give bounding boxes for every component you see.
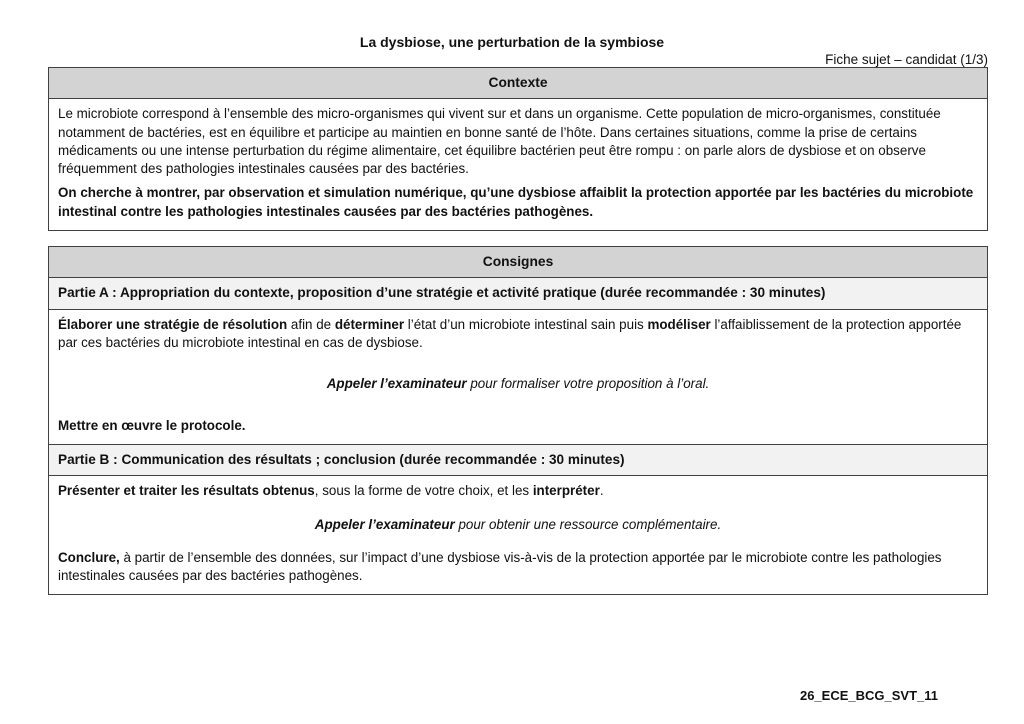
page-subtitle: Fiche sujet – candidat (1/3) [825,52,988,67]
document-reference: 26_ECE_BCG_SVT_11 [799,688,938,703]
contexte-body [49,98,987,230]
partie-b-title: Partie B : Communication des résultats ; conclusion (durée recommandée : 30 minutes) [49,444,987,475]
contexte-section [48,67,988,231]
contexte-paragraph-objective: On cherche à montrer, par observation et simulation numérique, qu’une dysbiose affaiblit la protection apportée par les bactéries du microbiote intestinal contre les pathologies intestinales causées par des bactéries pathogènes. [58,185,974,219]
partie-a-strategy-text: Élaborer une stratégie de résolution afin de déterminer l’état d’un microbiote intestinal sain puis modéliser l’affaiblissement de la protection apportée par ces bactéries du microbiote intestinal en cas de dysbiose. [58,316,962,350]
partie-a-title: Partie A : Appropriation du contexte, proposition d’une stratégie et activité pratique (durée recommandée : 30 minutes) [49,277,987,308]
partie-b-present-text: Présenter et traiter les résultats obtenus, sous la forme de votre choix, et les interpréter. [58,483,604,499]
contexte-paragraph-intro: Le microbiote correspond à l’ensemble des micro-organismes qui vivent sur et dans un organisme. Cette population de micro-organismes, constituée notamment de bactéries, est en équilibre et participe au maintien en bonne santé de l’hôte. Dans certaines situations, comme la prise de certains médicaments ou une intense perturbation du régime alimentaire, cet équilibre bactérien peut être rompu : on parle alors de dysbiose et on observe fréquemment des pathologies intestinales causées par des bactéries. [58,106,941,177]
consignes-section [48,246,988,595]
partie-b-conclude-text: Conclure, à partir de l’ensemble des données, sur l’impact d’une dysbiose vis-à-vis de la protection apportée par le microbiote contre les pathologies intestinales causées par des bactéries pathogènes. [58,549,942,584]
partie-b-body [49,475,987,594]
page-title: La dysbiose, une perturbation de la symbiose [359,34,665,50]
partie-a-protocol-text: Mettre en œuvre le protocole. [58,417,246,433]
partie-a-body [49,309,987,444]
partie-a-call-examiner-text: Appeler l’examinateur pour formaliser votre proposition à l’oral. [326,376,710,392]
partie-b-call-examiner-text: Appeler l’examinateur pour obtenir une ressource complémentaire. [314,517,722,533]
consignes-header: Consignes [49,247,987,277]
contexte-header: Contexte [49,68,987,98]
